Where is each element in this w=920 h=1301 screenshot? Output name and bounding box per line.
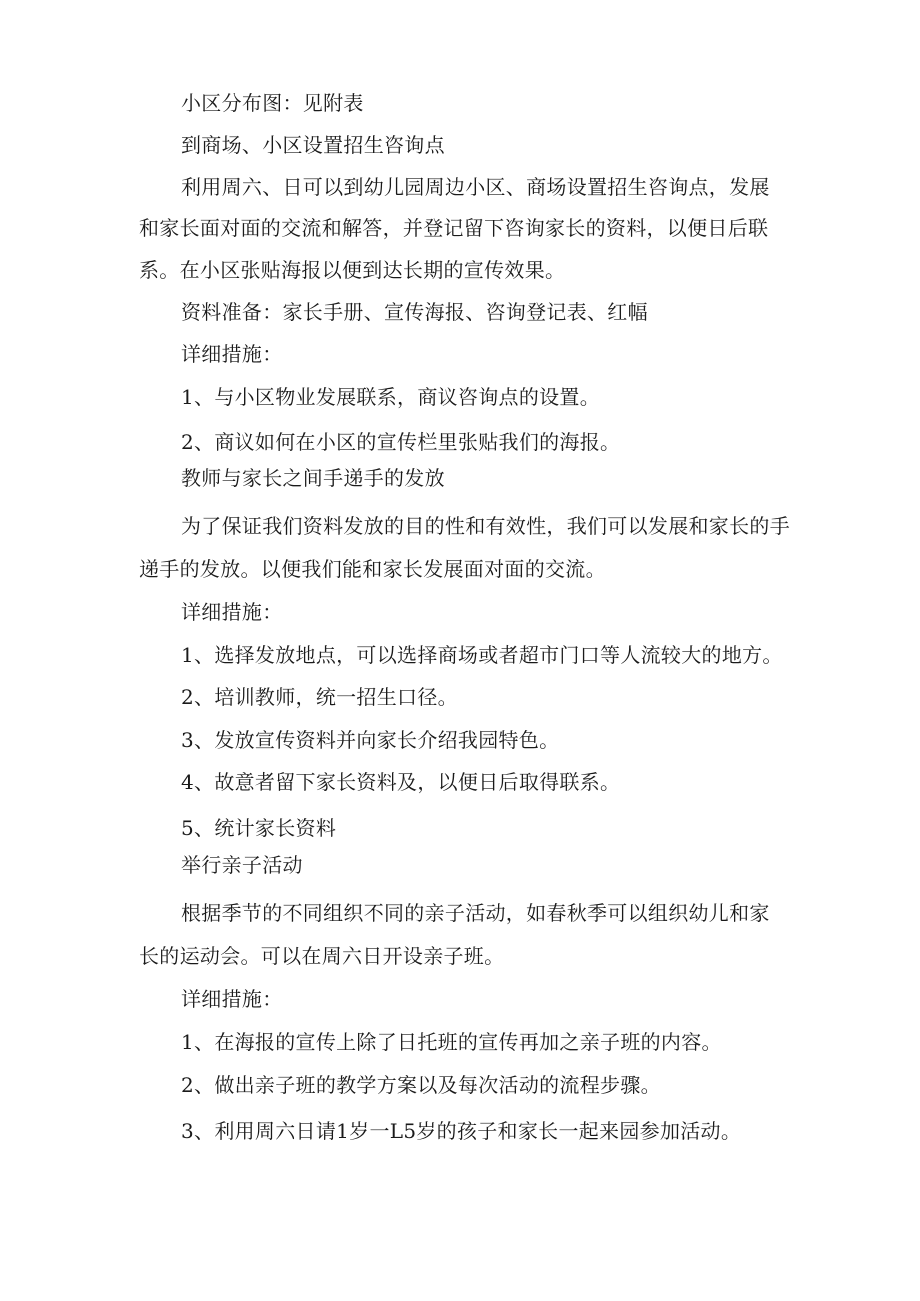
text-line-15: 2、培训教师，统一招生口径。 <box>181 685 458 709</box>
text-line-7: 详细措施： <box>181 342 283 366</box>
text-line-1: 小区分布图：见附表 <box>181 91 364 115</box>
text-line-13: 详细措施： <box>181 600 283 624</box>
text-line-12: 递手的发放。以便我们能和家长发展面对面的交流。 <box>139 557 606 581</box>
text-line-16: 3、发放宣传资料并向家长介绍我园特色。 <box>181 728 560 752</box>
text-line-3: 利用周六、日可以到幼儿园周边小区、商场设置招生咨询点，发展 <box>181 175 770 199</box>
text-line-17: 4、故意者留下家长资料及，以便日后取得联系。 <box>181 770 621 794</box>
text-line-4: 和家长面对面的交流和解答，并登记留下咨询家长的资料，以便日后联 <box>139 216 769 240</box>
text-line-21: 长的运动会。可以在周六日开设亲子班。 <box>139 944 505 968</box>
text-line-8: 1、与小区物业发展联系，商议咨询点的设置。 <box>181 385 601 409</box>
text-line-14: 1、选择发放地点，可以选择商场或者超市门口等人流较大的地方。 <box>181 643 783 667</box>
text-line-24: 2、做出亲子班的教学方案以及每次活动的流程步骤。 <box>181 1073 661 1097</box>
text-line-2: 到商场、小区设置招生咨询点 <box>181 133 445 157</box>
text-line-20: 根据季节的不同组织不同的亲子活动，如春秋季可以组织幼儿和家 <box>181 901 770 925</box>
text-line-19: 举行亲子活动 <box>181 853 303 877</box>
text-line-10: 教师与家长之间手递手的发放 <box>181 466 445 490</box>
text-line-5: 系。在小区张贴海报以便到达长期的宣传效果。 <box>139 258 566 282</box>
text-line-11: 为了保证我们资料发放的目的性和有效性，我们可以发展和家长的手 <box>181 514 790 538</box>
text-line-18: 5、统计家长资料 <box>181 816 337 840</box>
text-line-9: 2、商议如何在小区的宣传栏里张贴我们的海报。 <box>181 430 621 454</box>
text-line-22: 详细措施： <box>181 987 283 1011</box>
text-line-23: 1、在海报的宣传上除了日托班的宣传再加之亲子班的内容。 <box>181 1030 722 1054</box>
text-line-25: 3、利用周六日请1岁一L5岁的孩子和家长一起来园参加活动。 <box>181 1119 742 1143</box>
text-line-6: 资料准备：家长手册、宣传海报、咨询登记表、红幅 <box>181 300 648 324</box>
